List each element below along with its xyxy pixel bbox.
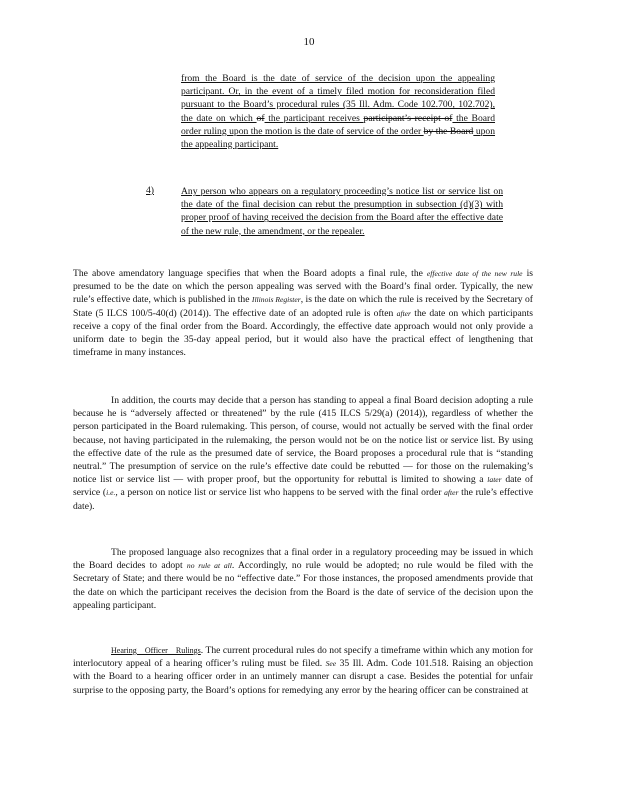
- text-run: . Accordingly, no rule would be adopted; no rule would be filed with the Secretary of State; and there would be no “effective date.” For those instances, the proposed amendments provide that the date on which the participant receives the decision from the Board is the date of service of the decision upon the appealing participant.: [73, 560, 533, 611]
- inserted-text: the participant receives: [264, 112, 364, 124]
- italic-text: See: [325, 659, 337, 669]
- italic-text: after: [396, 308, 411, 318]
- text-run: is presumed to be the date on which the person appealing was served with the Board’s final order. Typically, the new rule’s effective date, which is published in the: [73, 268, 533, 306]
- page-number: 10: [303, 36, 315, 48]
- italic-text: Illinois Register: [251, 295, 301, 305]
- text-run: , a person on notice list or service list who happens to be served with the final order: [115, 487, 445, 499]
- rule-subsection-d2: [181, 72, 495, 151]
- text-run: the rule’s effective date).: [73, 487, 534, 512]
- inserted-text: the Board order ruling upon the motion is the date of service of the order: [181, 112, 496, 137]
- italic-text: i.e.: [106, 488, 116, 498]
- italic-text: later: [487, 475, 502, 485]
- text-run: 35 Ill. Adm. Code 101.518. Raising an objection with the Board to a hearing officer order in an untimely manner can disrupt a case. Besides the potential for unfair surprise to the opposing party, the Board’s options for remedying any error by the hearing officer can be constrained at: [73, 658, 533, 696]
- inserted-text: upon the appealing participant.: [181, 125, 496, 151]
- deleted-text: of: [256, 112, 265, 124]
- text-run: date of service (: [73, 474, 533, 499]
- text-run: , is the date on which the rule is received by the Secretary of State (5 ILCS 100/5-40(d) (2014)). The effective date of an adopted rule is often: [73, 294, 533, 319]
- text-run: . The current procedural rules do not specify a timeframe within which any motion for interlocutory appeal of a hearing officer’s ruling must be filed.: [73, 645, 533, 670]
- text-run: the date on which participants receive a copy of the final order from the Board. Accordingly, the effective date approach would not only provide a uniform date to begin the 35-day appeal period, but it would also have the practical effect of lengthening that timeframe in many instances.: [73, 307, 533, 359]
- text-run: In addition, the courts may decide that a person has standing to appeal a final Board decision adopting a rule because he is “adversely affected or threatened” by the rule (415 ILCS 5/29(a) (2014)), regardless of whether the person participated in the Board rulemaking. This person, of course, would not actually be served with the final order because, not having participated in the rulemaking, the person would not be on the notice list or service list. By using the effective date of the rule as the presumed date of service, the Board proposes a procedural rule that is “standing neutral.” The presumption of service on the rule’s effective date could be rebutted — for those on the rulemaking’s notice list or service list — with proper proof, but the opportunity for rebuttal is limited to showing a: [73, 395, 533, 486]
- item-4-label: 4): [146, 185, 154, 196]
- text-run: The proposed language also recognizes that a final order in a regulatory proceeding may be issued in which the Board decides to adopt: [73, 547, 533, 572]
- rule-subsection-d4: Any person who appears on a regulatory proceeding’s notice list or service list on the date of the final decision can rebut the presumption in subsection (d)(3) with proper proof of having received the decision from the Board after the effective date of the new rule, the amendment, or the repealer.: [181, 186, 503, 237]
- paragraph-effective-date: [73, 267, 533, 359]
- inserted-text: from the Board is the date of service of the decision upon the appealing participant. Or, in the event of a timely filed motion for reconsideration filed pursuant to the Board’s procedural rules (35 Ill. Adm. Code 102.700, 102.702), the date on which: [181, 73, 495, 124]
- italic-text: effective date of the new rule: [426, 269, 523, 278]
- deleted-text: by the Board: [423, 125, 474, 137]
- deleted-text: participant’s receipt of: [363, 112, 453, 124]
- section-heading: Hearing Officer Rulings: [111, 646, 201, 655]
- italic-text: after: [444, 488, 459, 498]
- paragraph-no-rule: [73, 546, 533, 612]
- italic-text: no rule at all: [186, 561, 232, 571]
- paragraph-hearing-officer-rulings: [73, 644, 533, 697]
- paragraph-standing: [73, 394, 533, 513]
- text-run: The above amendatory language specifies that when the Board adopts a final rule, the: [73, 268, 427, 279]
